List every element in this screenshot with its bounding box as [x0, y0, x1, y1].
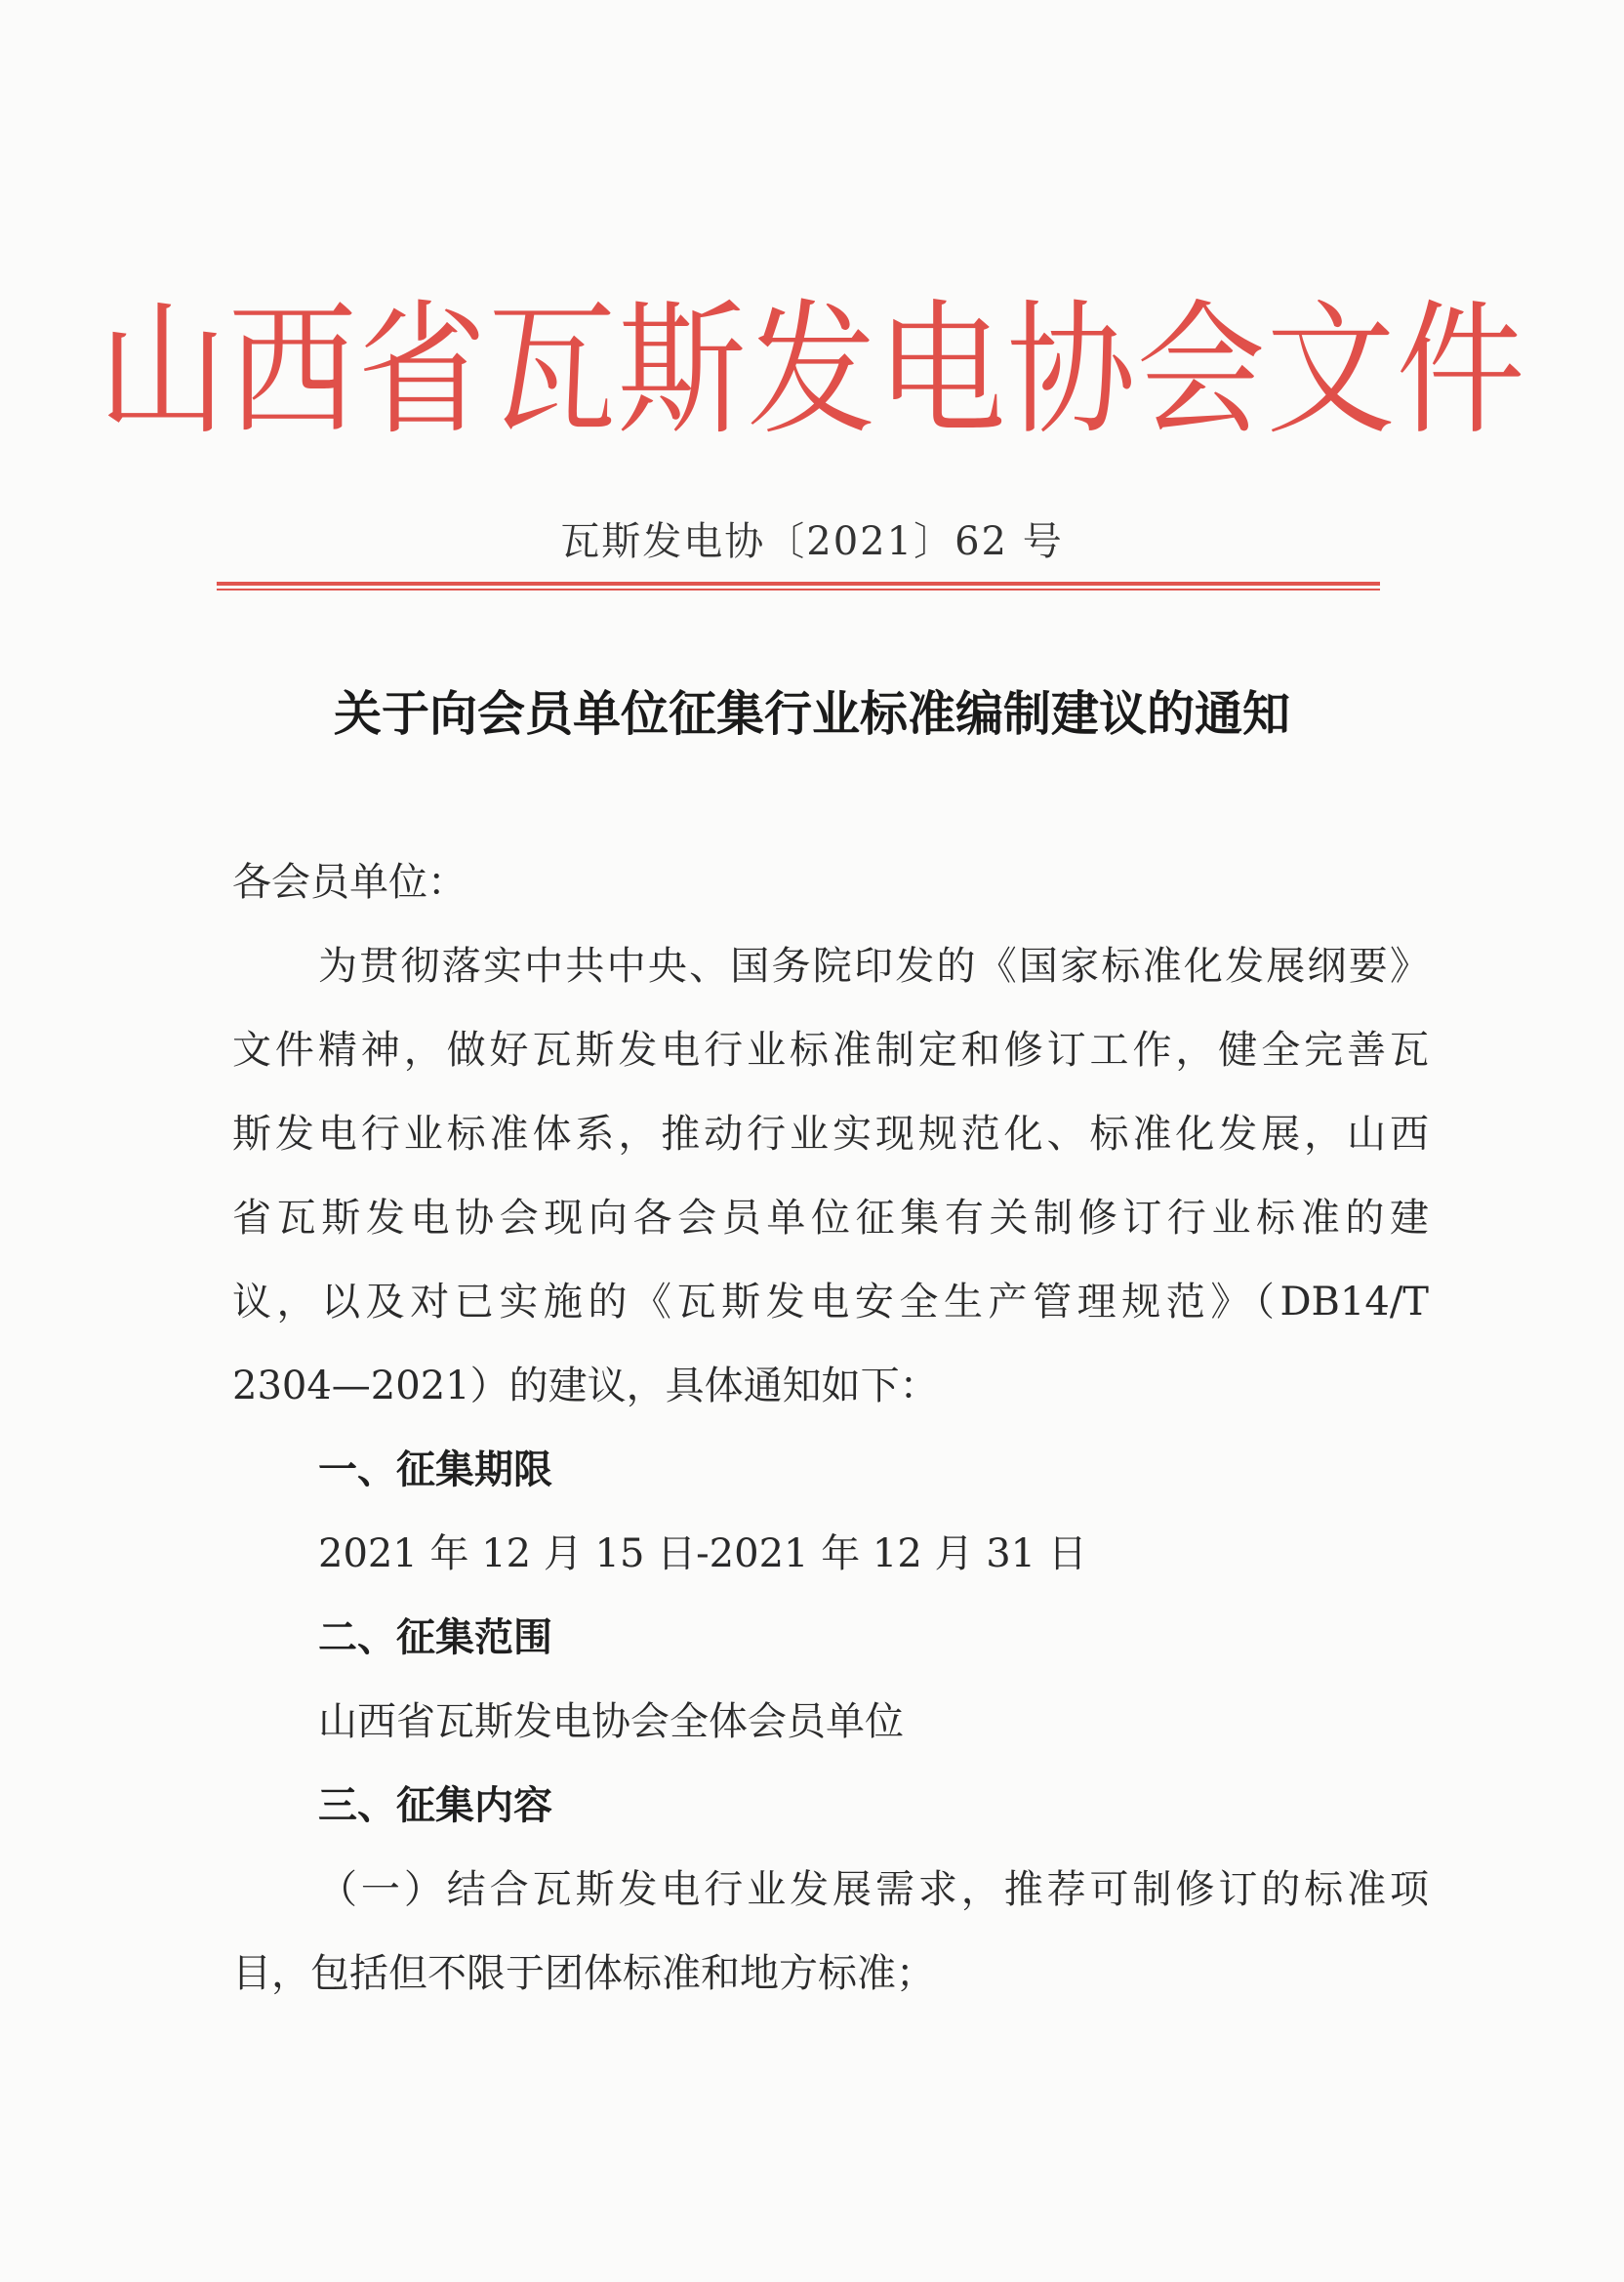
section-2-text: 山西省瓦斯发电协会全体会员单位: [318, 1699, 904, 1744]
intro-line-3: 斯发电行业标准体系，推动行业实现规范化、标准化发展，山西: [232, 1112, 1429, 1157]
intro-line-2: 文件精神，做好瓦斯发电行业标准制定和修订工作，健全完善瓦: [232, 1028, 1429, 1073]
section-1-heading: 一、征集期限: [318, 1447, 552, 1492]
intro-line-4: 省瓦斯发电协会现向各会员单位征集有关制修订行业标准的建: [232, 1196, 1429, 1241]
section-3-item-1-line-1: （一）结合瓦斯发电行业发展需求，推荐可制修订的标准项: [318, 1867, 1429, 1912]
org-header-title: 山西省瓦斯发电协会文件: [98, 286, 1526, 456]
intro-line-6: 2304—2021）的建议，具体通知如下：: [232, 1364, 939, 1408]
document-number: 瓦斯发电协〔2021〕62 号: [560, 519, 1064, 564]
red-rule-thick: [217, 582, 1380, 586]
section-3-heading: 三、征集内容: [318, 1783, 552, 1828]
red-header-rule: [217, 582, 1380, 591]
red-rule-thin: [217, 589, 1380, 591]
notice-title: 关于向会员单位征集行业标准编制建议的通知: [333, 686, 1290, 742]
intro-line-1: 为贯彻落实中共中央、国务院印发的《国家标准化发展纲要》: [318, 944, 1429, 989]
section-1-text: 2021 年 12 月 15 日-2021 年 12 月 31 日: [318, 1531, 1087, 1576]
section-3-item-1-line-2: 目，包括但不限于团体标准和地方标准；: [232, 1951, 935, 1996]
salutation: 各会员单位：: [232, 860, 467, 905]
section-2-heading: 二、征集范围: [318, 1615, 552, 1660]
intro-line-5: 议，以及对已实施的《瓦斯发电安全生产管理规范》（DB14/T: [232, 1280, 1429, 1324]
